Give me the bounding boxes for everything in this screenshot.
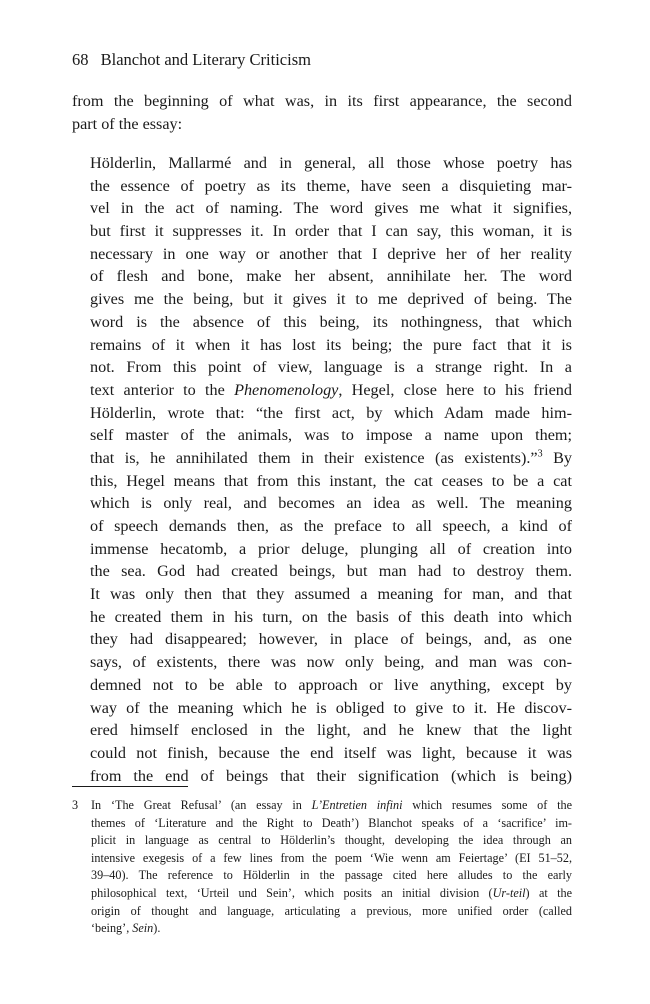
text-line: he created them in his turn, on the basis of this death into which — [90, 607, 572, 626]
text-run: philosophical text, ‘Urteil und Sein’, which posits an initial division ( — [91, 885, 493, 900]
text-line: immense hecatomb, a prior deluge, plunging all of creation into — [90, 539, 572, 558]
footnote-line: plicit in language as central to Hölderlin’s thought, developing the idea through an — [91, 833, 572, 848]
text-run: ) at the — [525, 885, 572, 900]
running-head — [72, 50, 311, 70]
text-run: , Hegel, close here to his friend — [338, 380, 572, 399]
text-line: vel in the act of naming. The word gives me what it signifies, — [90, 199, 572, 218]
italic-title: Phenomenology — [234, 380, 339, 399]
text-run: In ‘The Great Refusal’ (an essay in — [91, 798, 312, 812]
footnote-line: intensive exegesis of a few lines from the poem ‘Wie wenn am Feiertage’ (EI 51–52, — [91, 850, 572, 865]
text-line: of flesh and bone, make her absent, annihilate her. The word — [90, 267, 572, 286]
footnote-ref[interactable]: 3 — [537, 448, 543, 460]
text-line: from the beginning of what was, in its first appearance, the second — [72, 92, 572, 110]
text-line: they had disappeared; however, in place of beings, and, as one — [90, 630, 572, 649]
text-line: says, of existents, there was now only being, and man was con- — [90, 653, 572, 672]
lead-paragraph — [72, 90, 572, 135]
text-line: not. From this point of view, language is a strange right. In a — [90, 358, 572, 377]
text-line: Hölderlin, Mallarmé and in general, all those whose poetry has — [90, 154, 572, 172]
footnote-line: themes of ‘Literature and the Right to Death’) Blanchot speaks of a ‘sacrifice’ im- — [91, 815, 572, 830]
text-line: the essence of poetry as its theme, have seen a disquieting mar- — [90, 176, 572, 195]
text-run: By — [542, 448, 572, 467]
text-line: word is the absence of this being, its nothingness, that which — [90, 312, 572, 331]
text-run: which resumes some of the — [402, 798, 573, 812]
text-line: demned not to be able to approach or live anything, except by — [90, 675, 572, 694]
text-line: this, Hegel means that from this instant, the cat ceases to be a cat — [90, 471, 572, 490]
footnote-text — [91, 797, 572, 938]
text-line: remains of it when it has lost its being; the pure fact that it is — [90, 335, 572, 354]
text-line: which is only real, and becomes an idea as well. The meaning — [90, 494, 572, 513]
text-line — [90, 447, 572, 470]
footnote-line: origin of thought and language, articulating a previous, more unified order (called — [91, 903, 572, 918]
text-line: could not finish, because the end itself was light, because it was — [90, 743, 572, 762]
footnote-line: 39–40). The reference to Hölderlin in the passage cited here alludes to the early — [91, 868, 572, 883]
text-line: gives me the being, but it gives it to me deprived of being. The — [90, 290, 572, 309]
italic-title: L’Entretien infini — [311, 798, 403, 812]
page-number: 68 — [72, 50, 89, 69]
text-line: It was only then that they assumed a meaning for man, and that — [90, 585, 572, 604]
footnote-line — [91, 797, 572, 815]
text-line — [90, 379, 572, 402]
text-run: that is, he annihilated them in their existence (as existents).” — [90, 448, 538, 467]
text-line: but first it suppresses it. In order that I can say, this woman, it is — [90, 222, 572, 241]
text-line: of speech demands then, as the preface to all speech, a kind of — [90, 517, 572, 535]
text-line: Hölderlin, wrote that: “the first act, by which Adam made him- — [90, 403, 572, 422]
text-run: ‘being’, — [91, 921, 133, 936]
italic-term: Sein — [132, 921, 154, 936]
text-line: from the end of beings that their signification (which is being) — [90, 766, 572, 785]
text-line: the sea. God had created beings, but man had to destroy them. — [90, 562, 572, 581]
italic-term: Ur-teil — [492, 885, 526, 900]
footnote-line — [91, 885, 572, 903]
block-quote — [90, 152, 572, 787]
text-line: necessary in one way or another that I deprive her of her reality — [90, 244, 572, 263]
footnote-number: 3 — [72, 798, 79, 812]
text-line: part of the essay: — [72, 114, 183, 133]
text-line: ered himself enclosed in the light, and he knew that the light — [90, 721, 572, 740]
text-line: self master of the animals, was to impose a name upon them; — [90, 426, 572, 445]
footnote-line — [91, 920, 572, 938]
footnote-rule — [72, 786, 188, 787]
text-run: text anterior to the — [90, 380, 235, 399]
running-head-title: Blanchot and Literary Criticism — [100, 50, 311, 69]
text-run: ). — [153, 921, 161, 936]
text-line: way of the meaning which he is obliged to give to it. He discov- — [90, 698, 572, 717]
